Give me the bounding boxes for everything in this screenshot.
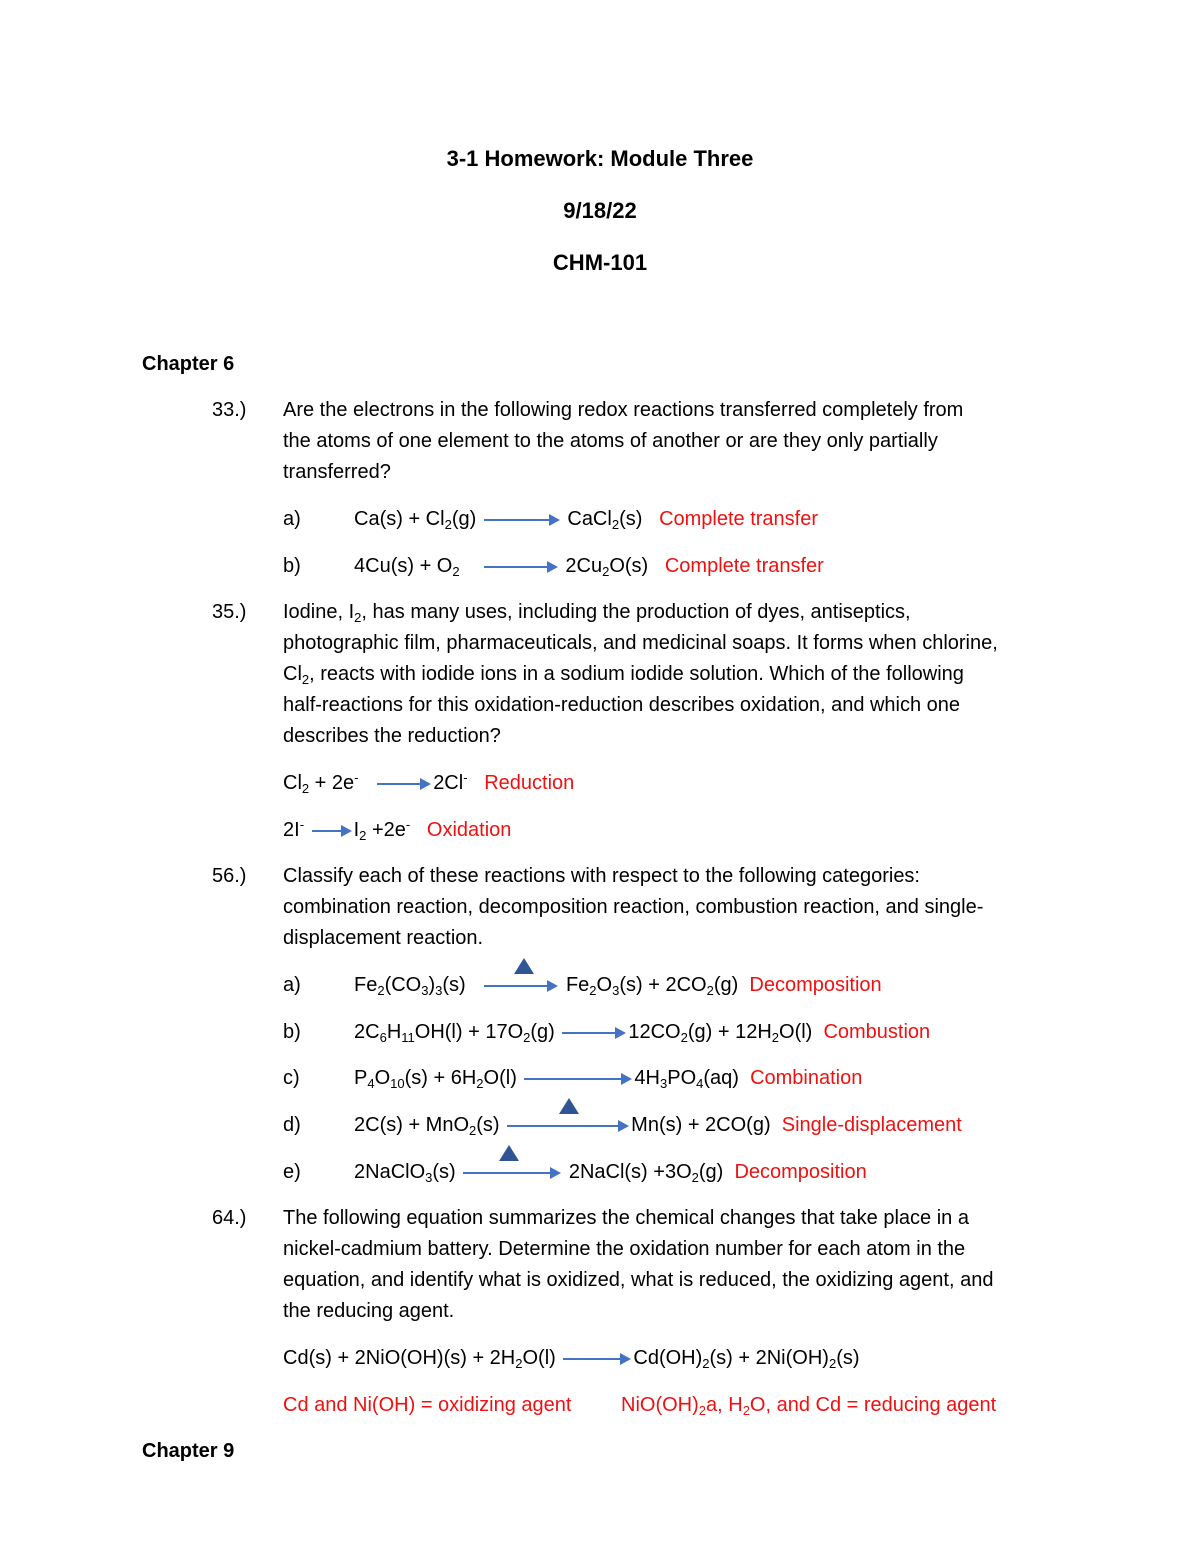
q33-b-answer: Complete transfer: [664, 555, 824, 577]
q56-e-equation: 2NaClO$_3$(s) 2NaCl(s) $+3O_2(g)$ Decomposition: [354, 1157, 867, 1188]
q35-eq-2: 2I- $I_2 +2e^-$ Oxidation: [283, 817, 512, 843]
chapter-9-heading: Chapter 9: [142, 1440, 235, 1462]
heat-triangle-icon: [559, 1098, 579, 1114]
q56-e-answer: Decomposition: [734, 1161, 867, 1183]
q33-b-label: b): [283, 555, 301, 577]
doc-course: CHM-101: [552, 250, 648, 275]
q33-line-2: the atoms of one element to the atoms of another or are they only partially: [283, 430, 938, 452]
reaction-arrow-icon: [377, 778, 431, 790]
q33-a-label: a): [283, 508, 301, 530]
q64-equation: $Cd(s) + 2NiO(OH)(s) + 2H_2O(l)$ $Cd(OH)_2(s) + 2Ni(OH)_2(s)$: [283, 1347, 860, 1371]
q56-line-1: Classify each of these reactions with respect to the following categories:: [283, 865, 920, 887]
q56-line-2: combination reaction, decomposition reaction, combustion reaction, and single-: [283, 896, 984, 918]
q56-c-equation: $P_4O_{10}(s) + 6H_2O(l)$ $4H_3PO_4(aq)$ Combination: [354, 1067, 863, 1091]
q35-number: 35.): [212, 601, 247, 623]
q56-b-label: b): [283, 1021, 301, 1043]
q64-answer-right-c: O, and Cd = reducing agent: [749, 1394, 997, 1416]
q35-line-3a: Cl: [283, 663, 302, 685]
q35-line-3b: , reacts with iodide ions in a sodium iodide solution. Which of the following: [309, 663, 964, 685]
q56-a-answer: Decomposition: [749, 974, 882, 996]
q56-e-label: e): [283, 1161, 301, 1183]
chapter-6-heading: Chapter 6: [142, 353, 235, 375]
heat-triangle-icon: [499, 1145, 519, 1161]
q64-answer-right-a: NiO(OH): [621, 1394, 699, 1416]
q64-number: 64.): [212, 1207, 247, 1229]
q35-line-1: Iodine, $I_2$, has many uses, including the production of dyes, antiseptics,: [283, 601, 911, 625]
reaction-arrow-icon: [484, 514, 560, 526]
q33-b-equation: $4Cu(s) + O_2$ $2Cu_2O(s)$ Complete transfer: [354, 555, 824, 579]
q35-line-3: $Cl_2$, reacts with iodide ions in a sodium iodide solution. Which of the following: [283, 663, 964, 687]
q35-eq-1-answer: Reduction: [484, 772, 575, 794]
q35-line-1a: Iodine, I: [283, 601, 355, 623]
q56-d-label: d): [283, 1114, 301, 1136]
heat-triangle-icon: [514, 958, 534, 974]
q33-a-answer: Complete transfer: [659, 508, 819, 530]
q64-answer-right: $NiO(OH)_2a$, $H_2O$, and Cd = reducing agent: [621, 1394, 997, 1418]
q35-line-1b: , has many uses, including the production of dyes, antiseptics,: [361, 601, 911, 623]
q35-line-2: photographic film, pharmaceuticals, and medicinal soaps. It forms when chlorine,: [283, 632, 998, 654]
reaction-arrow-icon: [563, 1353, 631, 1365]
q33-number: 33.): [212, 399, 247, 421]
q56-number: 56.): [212, 865, 247, 887]
reaction-arrow-icon: [463, 1167, 561, 1179]
reaction-arrow-icon: [484, 561, 558, 573]
q56-line-3: displacement reaction.: [283, 927, 484, 949]
q56-b-equation: $2C_6H_{11}OH(l) + 17O_2(g)$ $12CO_2(g) + 12H_2O(l)$ Combustion: [354, 1021, 931, 1045]
reaction-arrow-icon: [524, 1073, 632, 1085]
q64-answer-left: Cd and Ni(OH) = oxidizing agent: [283, 1394, 572, 1416]
q64-answer-right-b: a, H: [706, 1394, 743, 1416]
reaction-arrow-icon: [484, 980, 558, 992]
q56-c-label: c): [283, 1067, 300, 1089]
q64-line-1: The following equation summarizes the chemical changes that take place in a: [283, 1207, 969, 1229]
q35-line-4: half-reactions for this oxidation-reduction describes oxidation, and which one: [283, 694, 961, 716]
q56-a-label: a): [283, 974, 301, 996]
q33-line-3: transferred?: [283, 461, 391, 483]
q35-eq-1: $Cl_2 + 2e^-$ 2Cl- Reduction: [283, 770, 575, 796]
doc-title: 3-1 Homework: Module Three: [446, 146, 754, 171]
reaction-arrow-icon: [507, 1120, 629, 1132]
q35-eq-2-answer: Oxidation: [426, 819, 512, 841]
q56-d-equation: 2C(s) + MnO$_2$(s) Mn(s) + 2CO(g) Single-displacement: [354, 1110, 962, 1141]
q35-line-5: describes the reduction?: [283, 725, 501, 747]
q64-line-3: equation, and identify what is oxidized, what is reduced, the oxidizing agent, and: [283, 1269, 994, 1291]
q33-line-1: Are the electrons in the following redox reactions transferred completely from: [283, 399, 964, 421]
q56-b-answer: Combustion: [823, 1021, 931, 1043]
q56-d-answer: Single-displacement: [781, 1114, 962, 1136]
q56-a-equation: $Fe_2(CO_3)_3(s)$ $Fe_2O_3(s) + 2CO_2(g)$ Decomposition: [354, 970, 882, 1001]
reaction-arrow-icon: [312, 825, 352, 837]
doc-date: 9/18/22: [563, 198, 637, 223]
q64-line-4: the reducing agent.: [283, 1300, 455, 1322]
q64-line-2: nickel-cadmium battery. Determine the oxidation number for each atom in the: [283, 1238, 966, 1260]
reaction-arrow-icon: [562, 1027, 626, 1039]
q33-a-equation: $Ca(s) + Cl_2(g)$ CaCl$_2$(s) Complete transfer: [354, 508, 819, 532]
q56-c-answer: Combination: [750, 1067, 863, 1089]
